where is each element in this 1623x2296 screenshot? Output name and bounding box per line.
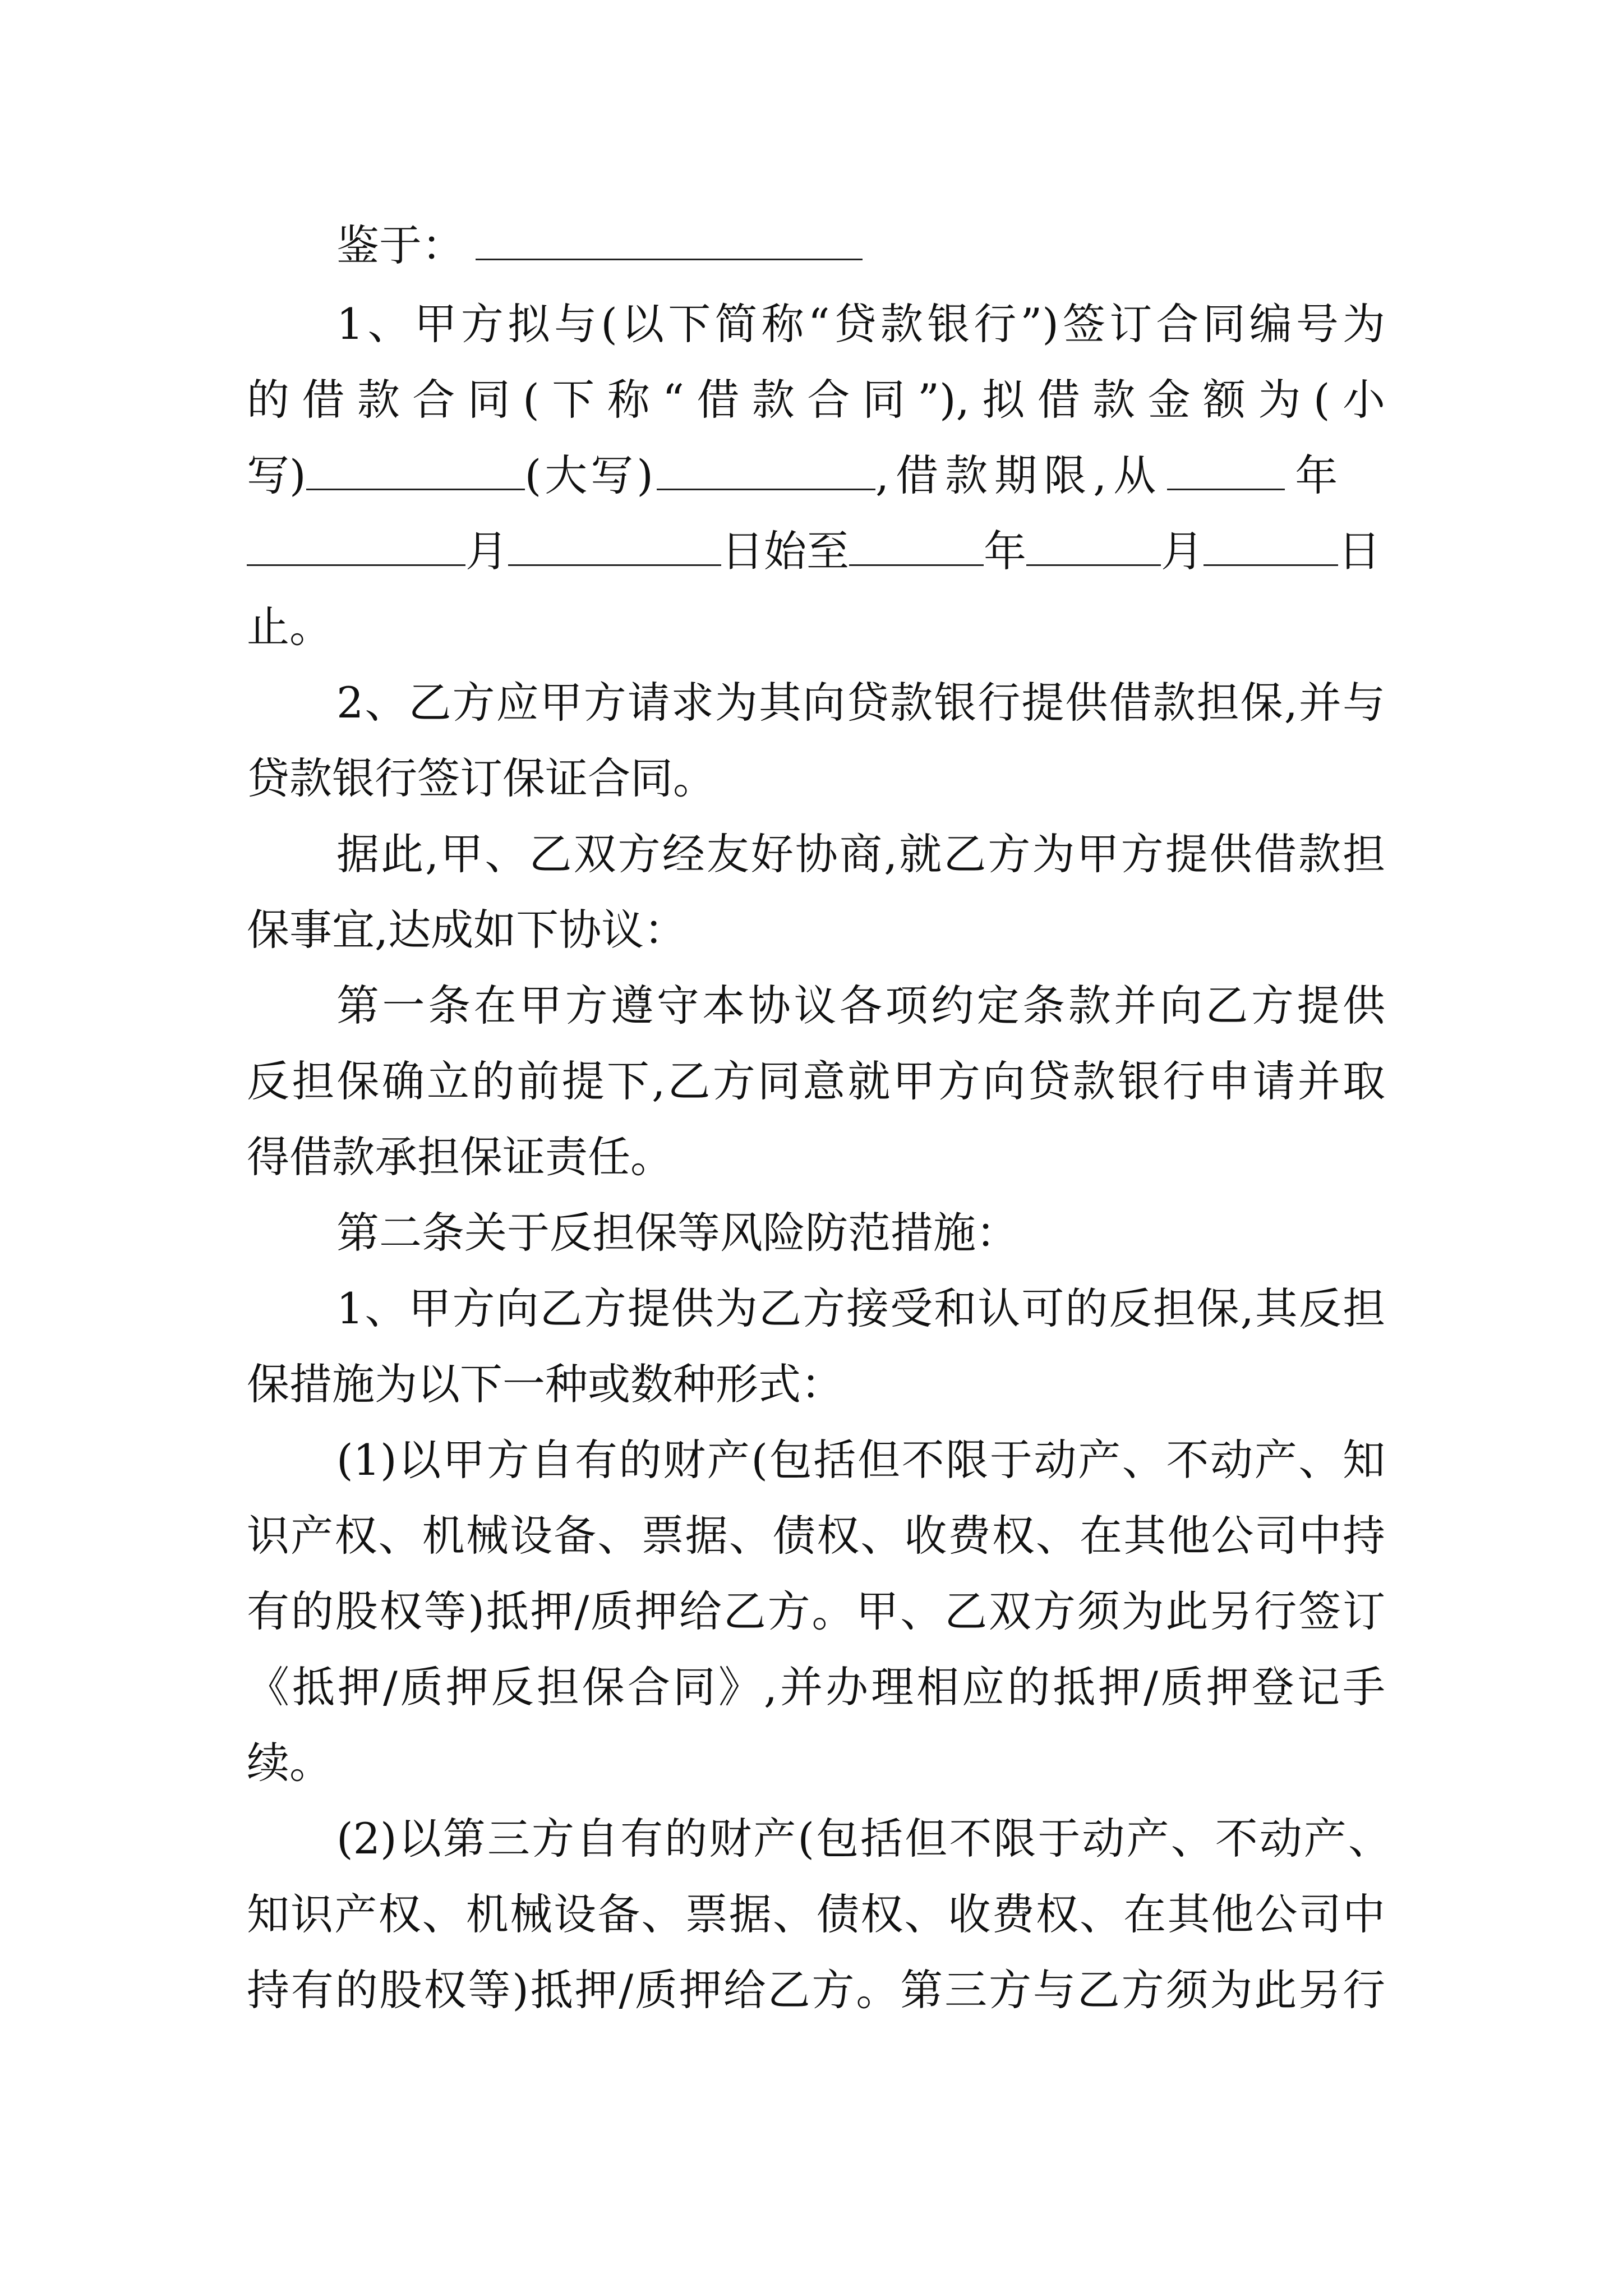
start-year-blank (1167, 453, 1285, 490)
p1-lowercase-label: 写) (247, 450, 306, 500)
p2-line-2: 贷款银行签订保证合同。 (247, 753, 716, 803)
p2-line-1: 2、乙方应甲方请求为其向贷款银行提供借款担保,并与 (336, 678, 1385, 728)
article-2-title: 第二条关于反担保等风险防范措施： (336, 1208, 1018, 1258)
end-month-blank (1026, 528, 1161, 566)
item-1-line-3: 有的股权等)抵押/质押给乙方。甲、乙双方须为此另行签订 (247, 1586, 1385, 1636)
item-1-line-1: (1)以甲方自有的财产(包括但不限于动产、不动产、知 (336, 1435, 1385, 1485)
p1-line-3 (247, 449, 1385, 503)
article-1-line-2: 反担保确立的前提下,乙方同意就甲方向贷款银行申请并取 (247, 1056, 1385, 1106)
item-2-line-2: 知识产权、机械设备、票据、债权、收费权、在其他公司中 (247, 1889, 1385, 1939)
amount-lowercase-blank (306, 453, 525, 490)
start-month-blank (247, 528, 465, 566)
item-2-line-3: 持有的股权等)抵押/质押给乙方。第三方与乙方须为此另行 (247, 1965, 1385, 2015)
item-2-line-1: (2)以第三方自有的财产(包括但不限于动产、不动产、 (336, 1814, 1391, 1864)
whereas-line (336, 219, 897, 273)
start-day-blank (508, 528, 721, 566)
p3-line-1: 据此,甲、乙双方经友好协商,就乙方为甲方提供借款担 (336, 829, 1385, 879)
article-1-line-1: 第一条在甲方遵守本协议各项约定条款并向乙方提供 (336, 981, 1385, 1030)
article-2-clause-1-line-2: 保措施为以下一种或数种形式： (247, 1359, 843, 1409)
whereas-label: 鉴于： (336, 220, 464, 270)
p1-line-1: 1、甲方拟与(以下简称“贷款银行”)签订合同编号为 (336, 299, 1385, 349)
p3-line-2: 保事宜,达成如下协议： (247, 905, 687, 955)
article-1-line-3: 得借款承担保证责任。 (247, 1132, 673, 1182)
p1-line-5: 止。 (247, 602, 332, 652)
whereas-blank (476, 223, 863, 260)
p1-line-2: 的借款合同(下称“借款合同”),拟借款金额为(小 (247, 375, 1385, 425)
p1-start-until-label: 日始至 (721, 526, 849, 576)
p1-end-month-label: 月 (1161, 526, 1204, 576)
p1-uppercase-label: (大写) (524, 450, 657, 500)
item-1-line-4: 《抵押/质押反担保合同》,并办理相应的抵押/质押登记手 (247, 1662, 1385, 1712)
item-1-line-5: 续。 (247, 1738, 332, 1788)
article-2-clause-1-line-1: 1、甲方向乙方提供为乙方接受和认可的反担保,其反担 (336, 1283, 1385, 1333)
p1-line-4 (247, 524, 1385, 578)
p1-term-label: ,借款期限,从 (875, 450, 1163, 500)
amount-uppercase-blank (657, 453, 875, 490)
end-day-blank (1204, 528, 1338, 566)
p1-end-year-label: 年 (984, 526, 1026, 576)
end-year-blank (849, 528, 984, 566)
p1-end-day-label: 日 (1338, 526, 1381, 576)
p1-year-label: 年 (1295, 450, 1338, 500)
item-1-line-2: 识产权、机械设备、票据、债权、收费权、在其他公司中持 (247, 1511, 1385, 1561)
p1-month-label: 月 (465, 526, 508, 576)
